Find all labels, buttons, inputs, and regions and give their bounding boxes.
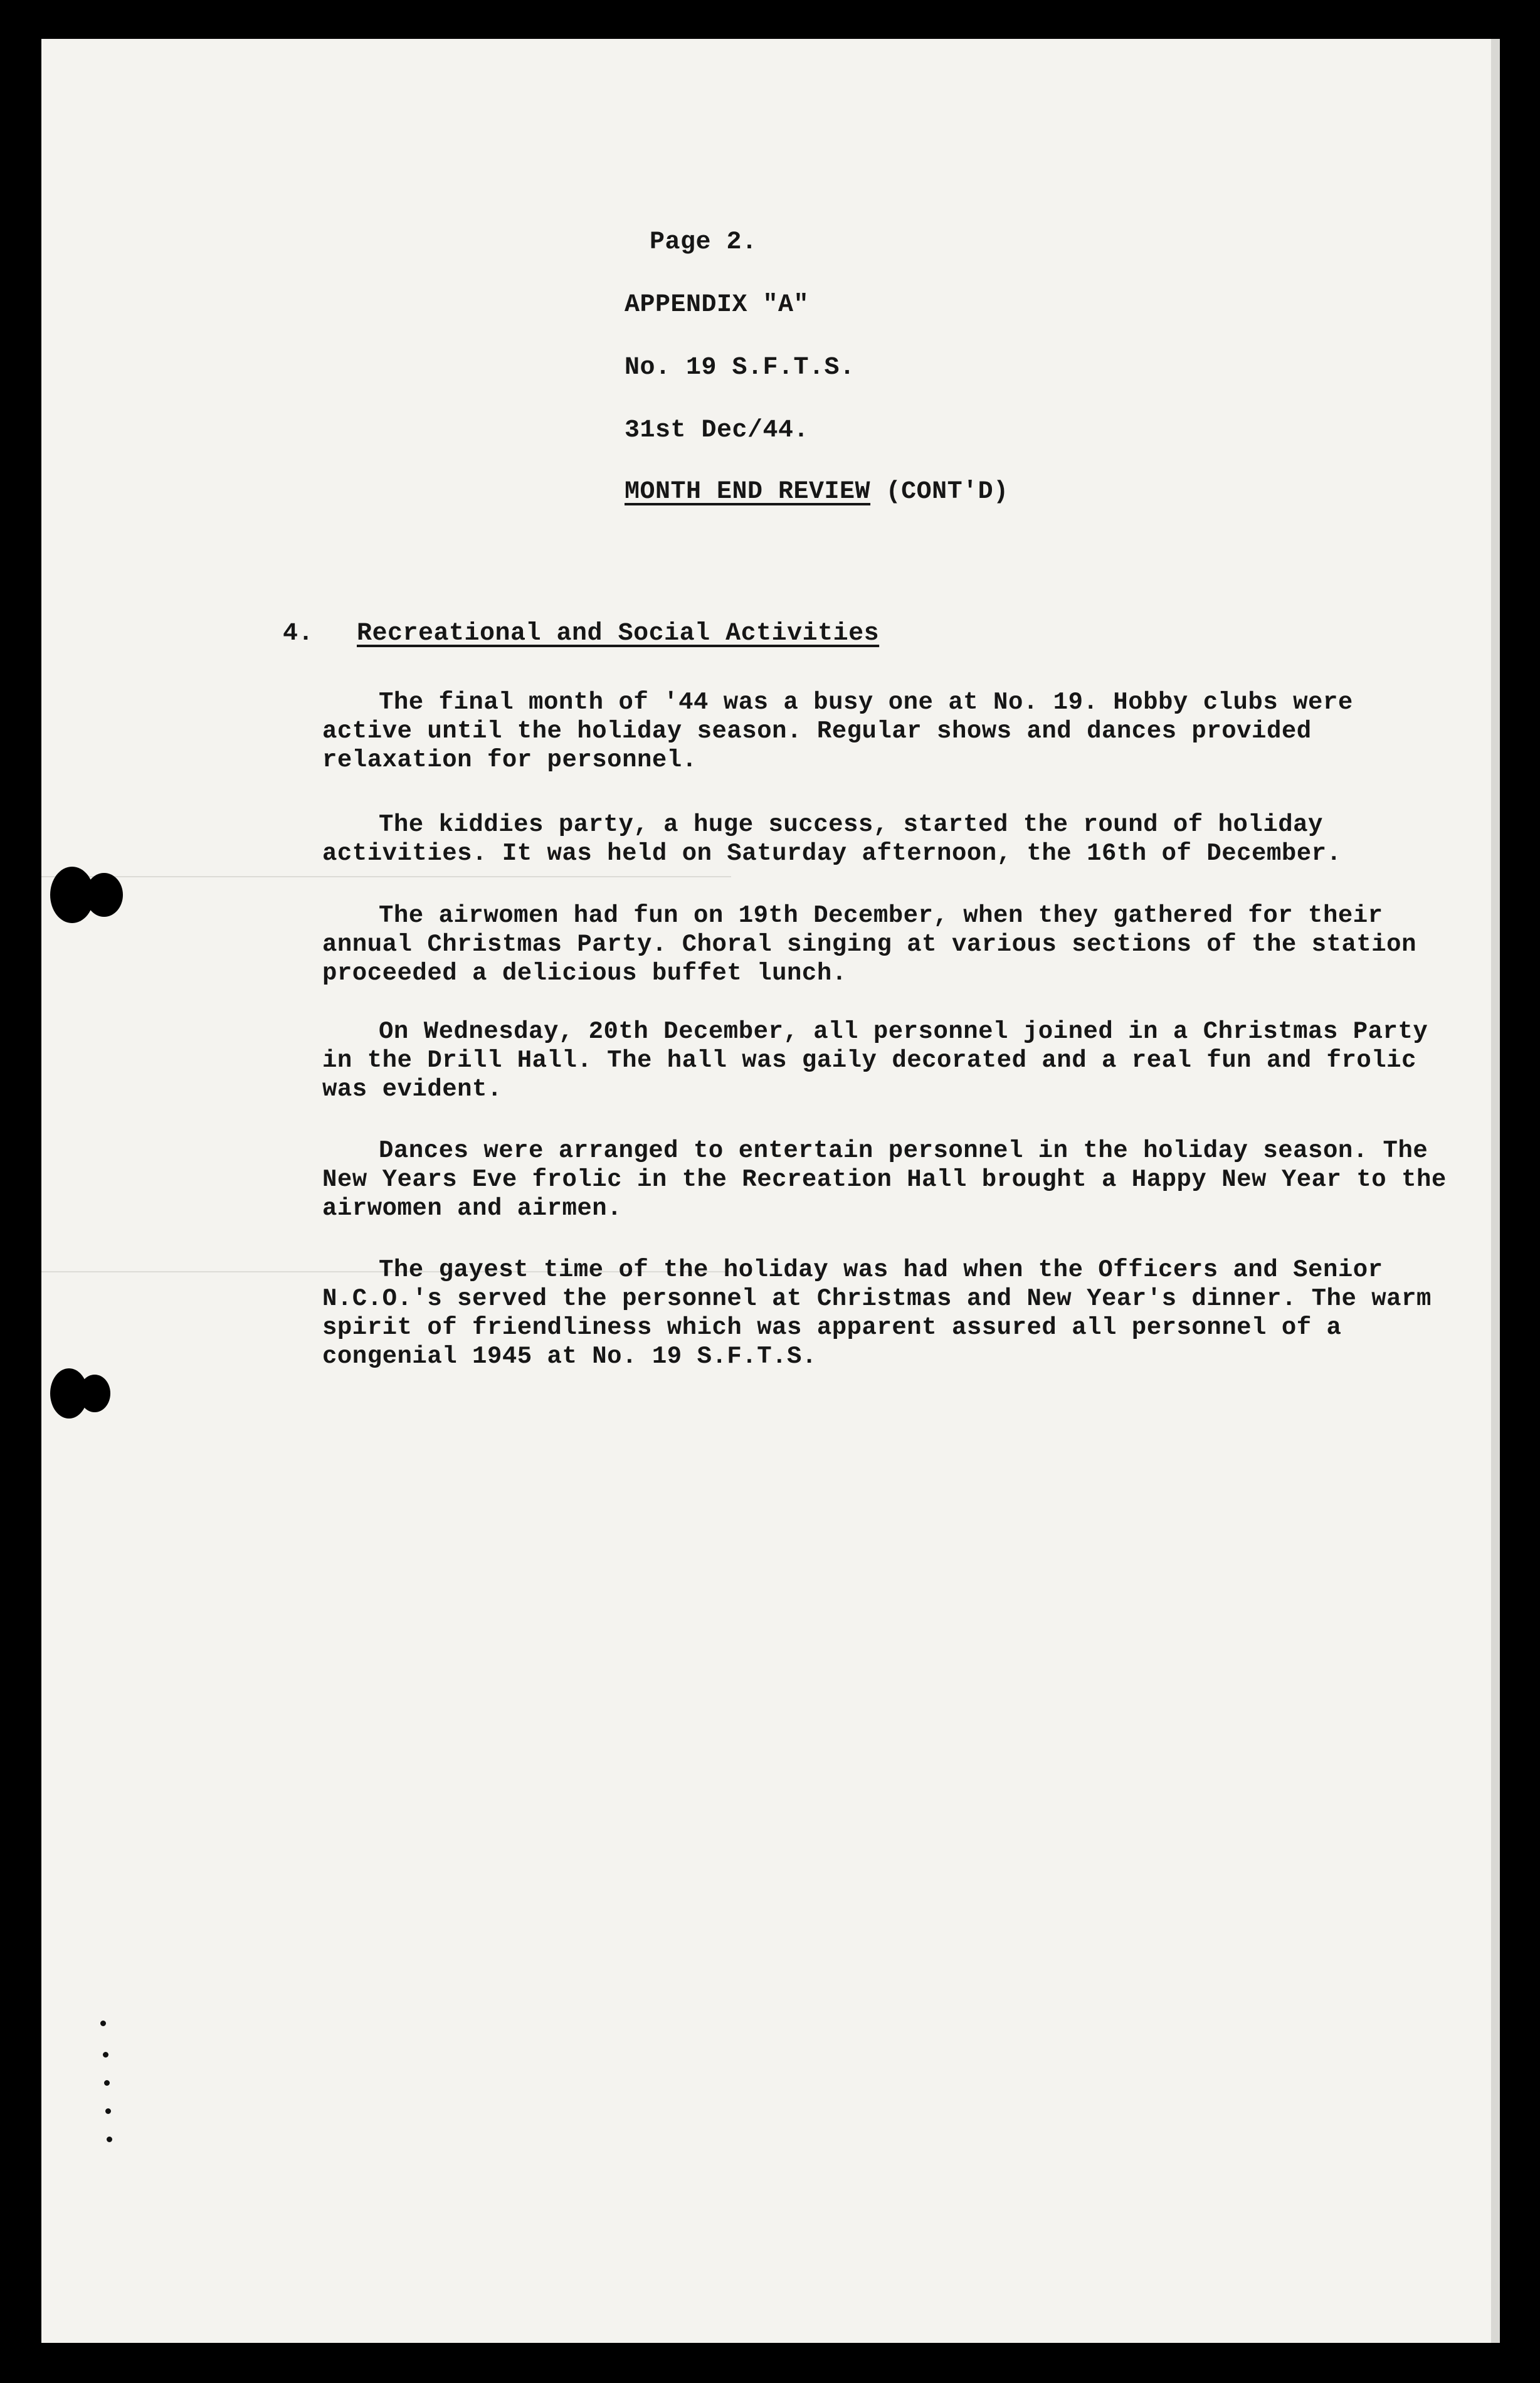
section-title: Recreational and Social Activities: [357, 620, 880, 648]
review-title-line: [625, 478, 1009, 506]
paragraph: The final month of '44 was a busy one at No. 19. Hobby clubs were active until the holiday season. Regular shows and dances provided relaxation for personnel.: [322, 689, 1353, 774]
ink-speck: [100, 2021, 106, 2026]
appendix-label: APPENDIX "A": [625, 291, 810, 319]
paragraph: The kiddies party, a huge success, started the round of holiday activities. It was held on Saturday afternoon, the 16th of December.: [322, 811, 1342, 867]
ink-speck: [104, 2080, 110, 2086]
fold-line: [41, 876, 731, 877]
paragraph: Dances were arranged to entertain personnel in the holiday season. The New Years Eve frolic in the Recreation Hall brought a Happy New Year to the airwomen and airmen.: [322, 1137, 1447, 1222]
paragraph: The gayest time of the holiday was had when the Officers and Senior N.C.O.'s served the personnel at Christmas and New Year's dinner. The warm spirit of friendliness which was apparent assured all personnel of a congenial 1945 at No. 19 S.F.T.S.: [322, 1256, 1432, 1370]
unit-name: No. 19 S.F.T.S.: [625, 354, 855, 382]
document-date: 31st Dec/44.: [625, 416, 810, 445]
punch-hole: [85, 873, 123, 917]
section-number: 4.: [283, 620, 314, 648]
section-heading: [283, 620, 879, 648]
review-suffix: (CONT'D): [885, 478, 1009, 506]
page-number: Page 2.: [650, 228, 757, 256]
punch-hole: [79, 1375, 110, 1412]
document-page: [41, 39, 1500, 2343]
paragraph: On Wednesday, 20th December, all personnel joined in a Christmas Party in the Drill Hall. The hall was gaily decorated and a real fun and frolic was evident.: [322, 1018, 1428, 1103]
review-title: MONTH END REVIEW: [625, 478, 871, 506]
ink-speck: [107, 2137, 112, 2142]
paragraph: The airwomen had fun on 19th December, when they gathered for their annual Christmas Party. Choral singing at various sections of the station proceeded a delicious buffet lunch.: [322, 902, 1416, 987]
ink-speck: [105, 2108, 111, 2114]
ink-speck: [103, 2052, 108, 2058]
